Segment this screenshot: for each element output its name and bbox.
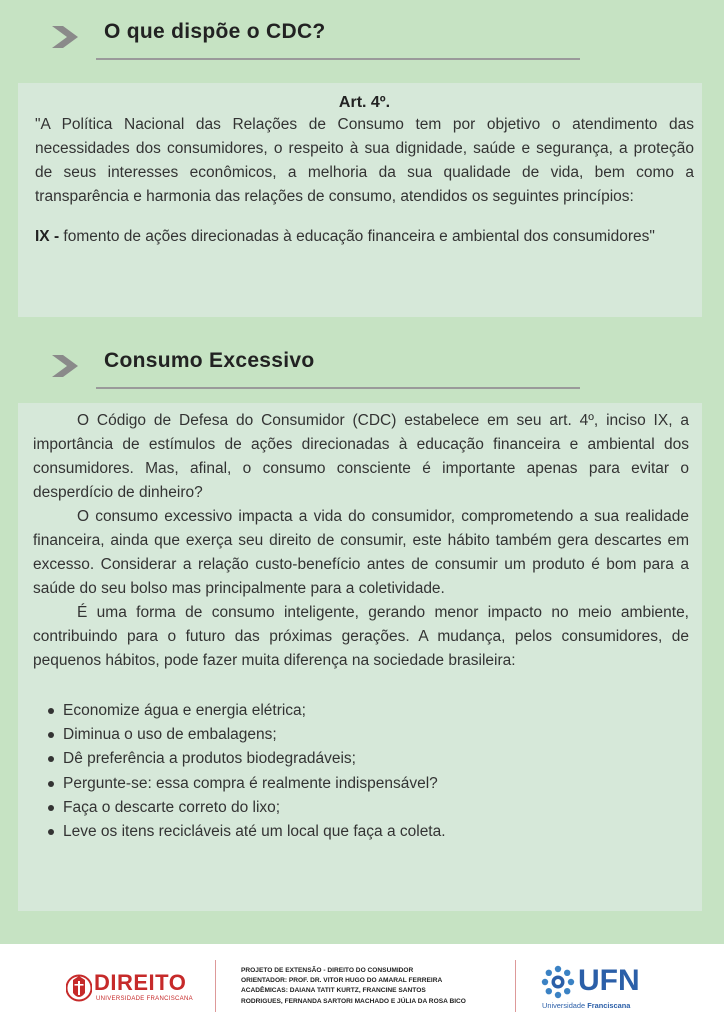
ufn-logo-subtext: Universidade Franciscana [542, 1001, 631, 1010]
direito-logo-subtext: UNIVERSIDADE FRANCISCANA [96, 996, 193, 1002]
divider [96, 387, 580, 389]
section-title: Consumo Excessivo [104, 349, 315, 372]
paragraph: O consumo excessivo impacta a vida do consumidor, comprometendo a sua realidade financeira, ainda que exerça seu direito de consumir, este hábito também gera descartes em excesso. Considerar a relação custo-benefício antes de consumir um produto é bom para a saúde do seu bolso mas principalmente para a coletividade. [33, 508, 689, 597]
article-item-ix [35, 225, 694, 249]
direito-logo-text: DIREITO [94, 970, 187, 995]
article-quote-box [18, 83, 702, 317]
tips-list [33, 699, 689, 844]
consumo-text-box [18, 403, 702, 911]
project-credits [241, 966, 466, 1007]
bullet-icon [48, 805, 54, 811]
divider [215, 960, 216, 1012]
list-item: Economize água e energia elétrica; [63, 699, 689, 723]
paragraph: É uma forma de consumo inteligente, gerando menor impacto no meio ambiente, contribuindo para o futuro das próximas gerações. A mudança, pelos consumidores, de pequenos hábitos, pode fazer muita diferença na sociedade brasileira: [33, 604, 689, 669]
direito-logo [66, 971, 198, 1009]
item-ix-label: IX - [35, 228, 60, 245]
credits-line: ACADÊMICAS: DAIANA TATIT KURTZ, FRANCINE SANTOS [241, 987, 426, 995]
chevron-right-icon [52, 352, 84, 380]
divider [96, 58, 580, 60]
section-heading-consumo [52, 349, 580, 389]
credits-line: PROJETO DE EXTENSÃO - DIREITO DO CONSUMIDOR [241, 967, 414, 974]
section-title: O que dispõe o CDC? [104, 20, 326, 43]
list-item: Faça o descarte correto do lixo; [63, 796, 689, 820]
paragraph: O Código de Defesa do Consumidor (CDC) estabelece em seu art. 4º, inciso IX, a importância de estímulos de ações direcionadas à educação financeira e ambiental dos consumidores. Mas, afinal, o consumo consciente é importante apenas para evitar o desperdício de dinheiro? [33, 412, 689, 501]
credits-line: RODRIGUES, FERNANDA SARTORI MACHADO E JÚLIA DA ROSA BICO [241, 997, 466, 1005]
bullet-icon [48, 732, 54, 738]
article-text: "A Política Nacional das Relações de Consumo tem por objetivo o atendimento das necessidades dos consumidores, o respeito à sua dignidade, saúde e segurança, a proteção de seus interesses econômicos, a melhoria da sua qualidade de vida, bem como a transparência e harmonia das relações de consumo, atendidos os seguintes princípios: [35, 116, 694, 205]
ufn-emblem-icon [540, 964, 576, 1000]
article-title: Art. 4º. [338, 94, 391, 111]
bullet-icon [48, 829, 54, 835]
divider [515, 960, 516, 1012]
list-item: Dê preferência a produtos biodegradáveis; [63, 747, 689, 771]
chevron-right-icon [52, 23, 84, 51]
bullet-icon [48, 781, 54, 787]
list-item: Pergunte-se: essa compra é realmente indispensável? [63, 772, 689, 796]
bullet-icon [48, 708, 54, 714]
footer [0, 944, 724, 1024]
credits-line: ORIENTADOR: PROF. DR. VITOR HUGO DO AMARAL FERREIRA [241, 977, 443, 985]
item-ix-text: fomento de ações direcionadas à educação financeira e ambiental dos consumidores" [59, 228, 655, 245]
bullet-icon [48, 756, 54, 762]
ufn-logo-text: UFN [578, 964, 640, 997]
list-item: Leve os itens recicláveis até um local que faça a coleta. [63, 820, 689, 844]
list-item: Diminua o uso de embalagens; [63, 723, 689, 747]
section-heading-cdc [52, 20, 580, 60]
ufn-logo [540, 964, 650, 1014]
direito-emblem-icon [66, 971, 92, 1005]
